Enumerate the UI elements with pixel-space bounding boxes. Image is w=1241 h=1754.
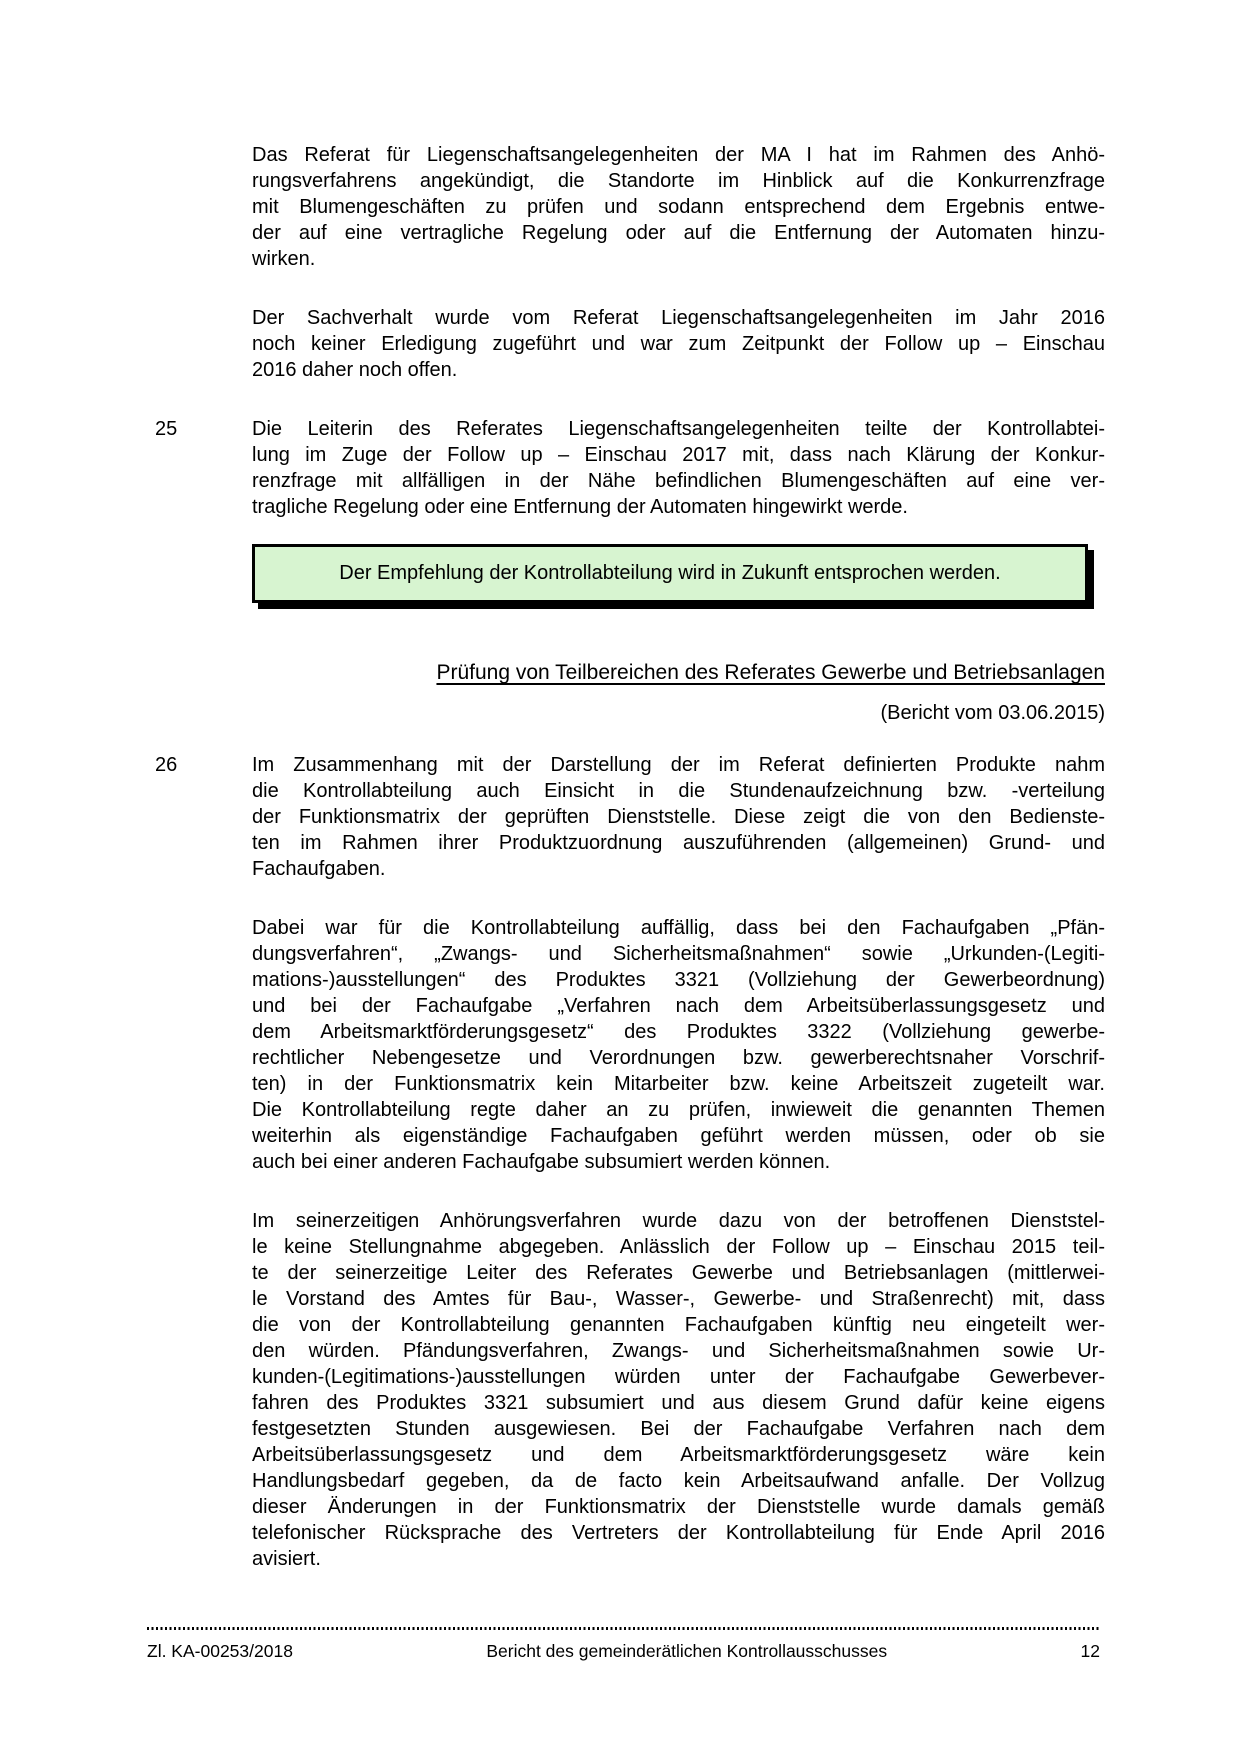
text-line: wirken.: [252, 248, 316, 270]
section-heading: Prüfung von Teilbereichen des Referates Gewerbe und Betriebsanlagen: [436, 661, 1105, 684]
text-line: mit Blumengeschäften zu prüfen und sodann entsprechend dem Ergebnis entwe-: [252, 196, 1105, 218]
text-line: Im Zusammenhang mit der Darstellung der im Referat definierten Produkte nahm: [252, 754, 1105, 776]
text-line: Im seinerzeitigen Anhörungsverfahren wurde dazu von der betroffenen Dienststel-: [252, 1210, 1105, 1232]
text-line: lung im Zuge der Follow up – Einschau 2017 mit, dass nach Klärung der Konkur-: [252, 444, 1105, 466]
footer-title: Bericht des gemeinderätlichen Kontrollausschusses: [486, 1641, 888, 1661]
text-line: rechtlicher Nebengesetze und Verordnungen bzw. gewerberechtsnaher Vorschrif-: [252, 1047, 1105, 1069]
text-line: Handlungsbedarf gegeben, da de facto kein Arbeitsaufwand anfalle. Der Vollzug: [252, 1470, 1105, 1492]
text-line: le Vorstand des Amtes für Bau-, Wasser-, Gewerbe- und Straßenrecht) mit, dass: [252, 1288, 1105, 1310]
text-line: Das Referat für Liegenschaftsangelegenheiten der MA I hat im Rahmen des Anhö-: [252, 144, 1105, 166]
text-line: 2016 daher noch offen.: [252, 359, 458, 381]
paragraph-lines: [252, 305, 1105, 383]
text-line: ten) in der Funktionsmatrix kein Mitarbeiter bzw. keine Arbeitszeit zugeteilt war.: [252, 1073, 1105, 1095]
text-line: Fachaufgaben.: [252, 858, 386, 880]
text-line: Der Sachverhalt wurde vom Referat Liegenschaftsangelegenheiten im Jahr 2016: [252, 307, 1105, 329]
text-line: der auf eine vertragliche Regelung oder auf die Entfernung der Automaten hinzu-: [252, 222, 1105, 244]
text-line: le keine Stellungnahme abgegeben. Anlässlich der Follow up – Einschau 2015 teil-: [252, 1236, 1105, 1258]
text-line: festgesetzten Stunden ausgewiesen. Bei der Fachaufgabe Verfahren nach dem: [252, 1418, 1105, 1440]
text-line: tragliche Regelung oder eine Entfernung der Automaten hingewirkt werde.: [252, 496, 908, 518]
text-line: auch bei einer anderen Fachaufgabe subsumiert werden können.: [252, 1151, 831, 1173]
paragraph-25: [155, 416, 1105, 520]
recommendation-box: [252, 544, 1088, 603]
paragraph-anhoerungsverfahren: [252, 1208, 1105, 1572]
text-line: die von der Kontrollabteilung genannten Fachaufgaben künftig neu eingeteilt wer-: [252, 1314, 1105, 1336]
text-line: rungsverfahrens angekündigt, die Standorte im Hinblick auf die Konkurrenzfrage: [252, 170, 1105, 192]
text-line: Arbeitsüberlassungsgesetz und dem Arbeitsmarktförderungsgesetz wäre kein: [252, 1444, 1105, 1466]
text-line: ten im Rahmen ihrer Produktzuordnung auszuführenden (allgemeinen) Grund- und: [252, 832, 1105, 854]
document-body: [155, 142, 1105, 1572]
text-line: te der seinerzeitige Leiter des Referates Gewerbe und Betriebsanlagen (mittlerwei-: [252, 1262, 1105, 1284]
text-line: die Kontrollabteilung auch Einsicht in die Stundenaufzeichnung bzw. -verteilung: [252, 780, 1105, 802]
paragraph-intro-2: [252, 305, 1105, 383]
footer-row: [147, 1641, 1100, 1662]
paragraph-lines: [252, 915, 1105, 1175]
paragraph-lines: [252, 142, 1105, 272]
text-line: dem Arbeitsmarktförderungsgesetz“ des Produktes 3322 (Vollziehung gewerbe-: [252, 1021, 1105, 1043]
text-line: fahren des Produktes 3321 subsumiert und aus diesem Grund dafür keine eigens: [252, 1392, 1105, 1414]
text-line: noch keiner Erledigung zugeführt und war zum Zeitpunkt der Follow up – Einschau: [252, 333, 1105, 355]
text-line: avisiert.: [252, 1548, 321, 1570]
text-line: kunden-(Legitimations-)ausstellungen würden unter der Fachaufgabe Gewerbever-: [252, 1366, 1105, 1388]
text-line: dungsverfahren“, „Zwangs- und Sicherheitsmaßnahmen“ sowie „Urkunden-(Legiti-: [252, 943, 1105, 965]
margin-number-26: 26: [155, 754, 178, 776]
text-line: weiterhin als eigenständige Fachaufgaben geführt werden müssen, oder ob sie: [252, 1125, 1105, 1147]
paragraph-lines: [252, 752, 1105, 882]
text-line: und bei der Fachaufgabe „Verfahren nach dem Arbeitsüberlassungsgesetz und: [252, 995, 1105, 1017]
paragraph-lines: [252, 1208, 1105, 1572]
paragraph-lines: [252, 416, 1105, 520]
footer-page-number: 12: [1080, 1641, 1100, 1661]
recommendation-text: Der Empfehlung der Kontrollabteilung wird in Zukunft entsprochen werden.: [339, 562, 1001, 584]
text-line: den würden. Pfändungsverfahren, Zwangs- und Sicherheitsmaßnahmen sowie Ur-: [252, 1340, 1105, 1362]
paragraph-intro-1: [252, 142, 1105, 272]
footer-dotted-rule: [147, 1627, 1100, 1630]
footer-reference: Zl. KA-00253/2018: [147, 1641, 293, 1661]
paragraph-26: [155, 752, 1105, 882]
margin-number-25: 25: [155, 418, 178, 440]
page-footer: [147, 1627, 1100, 1662]
text-line: Dabei war für die Kontrollabteilung auffällig, dass bei den Fachaufgaben „Pfän-: [252, 917, 1105, 939]
report-date: (Bericht vom 03.06.2015): [880, 702, 1105, 724]
text-line: renzfrage mit allfälligen in der Nähe befindlichen Blumengeschäften auf eine ver-: [252, 470, 1105, 492]
paragraph-funktionsmatrix: [252, 915, 1105, 1175]
text-line: Die Leiterin des Referates Liegenschaftsangelegenheiten teilte der Kontrollabtei-: [252, 418, 1105, 440]
text-line: Die Kontrollabteilung regte daher an zu prüfen, inwieweit die genannten Themen: [252, 1099, 1105, 1121]
text-line: dieser Änderungen in der Funktionsmatrix der Dienststelle wurde damals gemäß: [252, 1496, 1105, 1518]
text-line: der Funktionsmatrix der geprüften Dienststelle. Diese zeigt die von den Bedienste-: [252, 806, 1105, 828]
text-line: mations-)ausstellungen“ des Produktes 3321 (Vollziehung der Gewerbeordnung): [252, 969, 1105, 991]
text-line: telefonischer Rücksprache des Vertreters der Kontrollabteilung für Ende April 2016: [252, 1522, 1105, 1544]
